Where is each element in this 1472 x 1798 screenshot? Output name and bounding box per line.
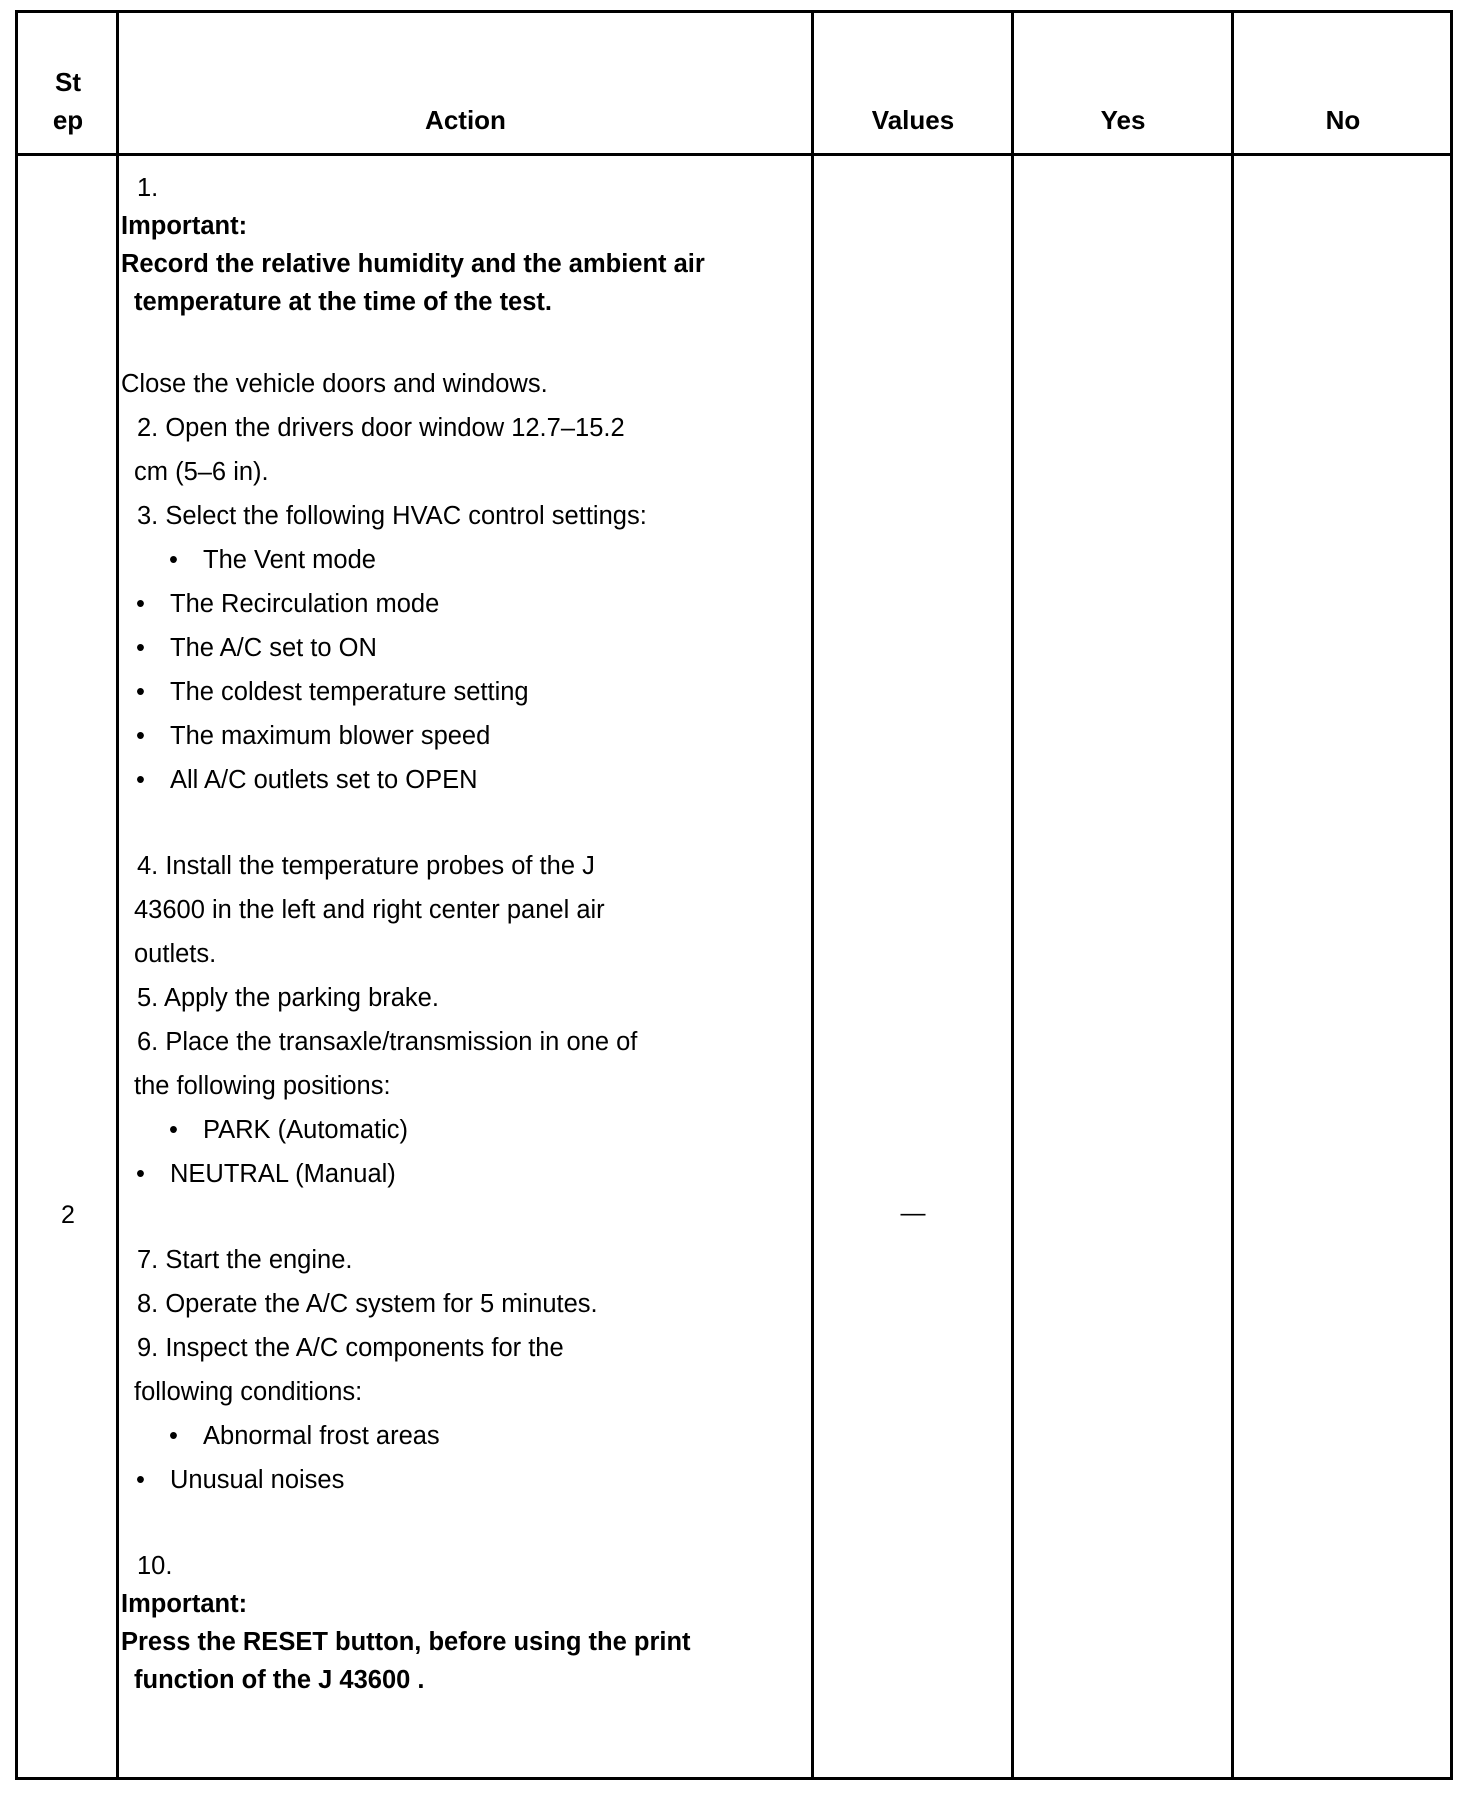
bullet-item: • The maximum blower speed (136, 722, 491, 750)
step-2-text: cm (5–6 in). (134, 458, 269, 486)
step-8-text: 8. Operate the A/C system for 5 minutes. (137, 1290, 598, 1318)
step-6-text: 6. Place the transaxle/transmission in one of (137, 1028, 638, 1056)
bullet-item: • The A/C set to ON (136, 634, 377, 662)
column-divider (811, 13, 814, 1777)
header-no: No (1325, 105, 1361, 135)
step-5-text: 5. Apply the parking brake. (137, 984, 439, 1012)
step-1-text: Close the vehicle doors and windows. (121, 370, 548, 398)
bullet-item: • The Recirculation mode (136, 590, 440, 618)
column-divider (1011, 13, 1014, 1777)
bullet-item: • All A/C outlets set to OPEN (136, 766, 478, 794)
step-6-text: the following positions: (134, 1072, 391, 1100)
bullet-item: • The coldest temperature setting (136, 678, 529, 706)
column-divider (1231, 13, 1234, 1777)
bullet-item: • Unusual noises (136, 1466, 345, 1494)
step-7-text: 7. Start the engine. (137, 1246, 353, 1274)
step-3-text: 3. Select the following HVAC control settings: (137, 502, 647, 530)
bullet-glyph: • (136, 590, 145, 618)
header-divider (18, 153, 1450, 156)
header-action: Action (425, 105, 506, 135)
step-4-text: outlets. (134, 940, 217, 968)
bullet-glyph: • (169, 1116, 178, 1144)
step-number: 2 (61, 1201, 75, 1229)
step-10-important-note: function of the J 43600 . (134, 1666, 425, 1694)
bullet-item: • Abnormal frost areas (169, 1422, 440, 1450)
bullet-item: • NEUTRAL (Manual) (136, 1160, 396, 1188)
step-4-text: 43600 in the left and right center panel air (134, 896, 605, 924)
step-2-text: 2. Open the drivers door window 12.7–15.2 (137, 414, 625, 442)
bullet-glyph: • (169, 546, 178, 574)
step-1-important-note: temperature at the time of the test. (134, 288, 552, 316)
step-10-number: 10. (137, 1552, 173, 1580)
bullet-item: • PARK (Automatic) (169, 1116, 408, 1144)
bullet-glyph: • (136, 678, 145, 706)
step-1-number: 1. (137, 174, 159, 202)
diagnostic-table (15, 10, 1453, 1780)
step-9-text: following conditions: (134, 1378, 363, 1406)
values-cell: — (900, 1199, 926, 1227)
header-step: St ep (52, 67, 84, 135)
bullet-glyph: • (136, 766, 145, 794)
step-4-text: 4. Install the temperature probes of the J (137, 852, 595, 880)
header-yes: Yes (1100, 105, 1146, 135)
column-divider (116, 13, 119, 1777)
step-10-important-label: Important: (121, 1590, 248, 1618)
header-values: Values (871, 105, 955, 135)
step-10-important-note: Press the RESET button, before using the print (121, 1628, 691, 1656)
step-1-important-label: Important: (121, 212, 248, 240)
bullet-glyph: • (169, 1422, 178, 1450)
bullet-glyph: • (136, 722, 145, 750)
bullet-glyph: • (136, 1160, 145, 1188)
bullet-glyph: • (136, 634, 145, 662)
bullet-glyph: • (136, 1466, 145, 1494)
step-9-text: 9. Inspect the A/C components for the (137, 1334, 564, 1362)
bullet-item: • The Vent mode (169, 546, 376, 574)
step-1-important-note: Record the relative humidity and the ambient air (121, 250, 705, 278)
